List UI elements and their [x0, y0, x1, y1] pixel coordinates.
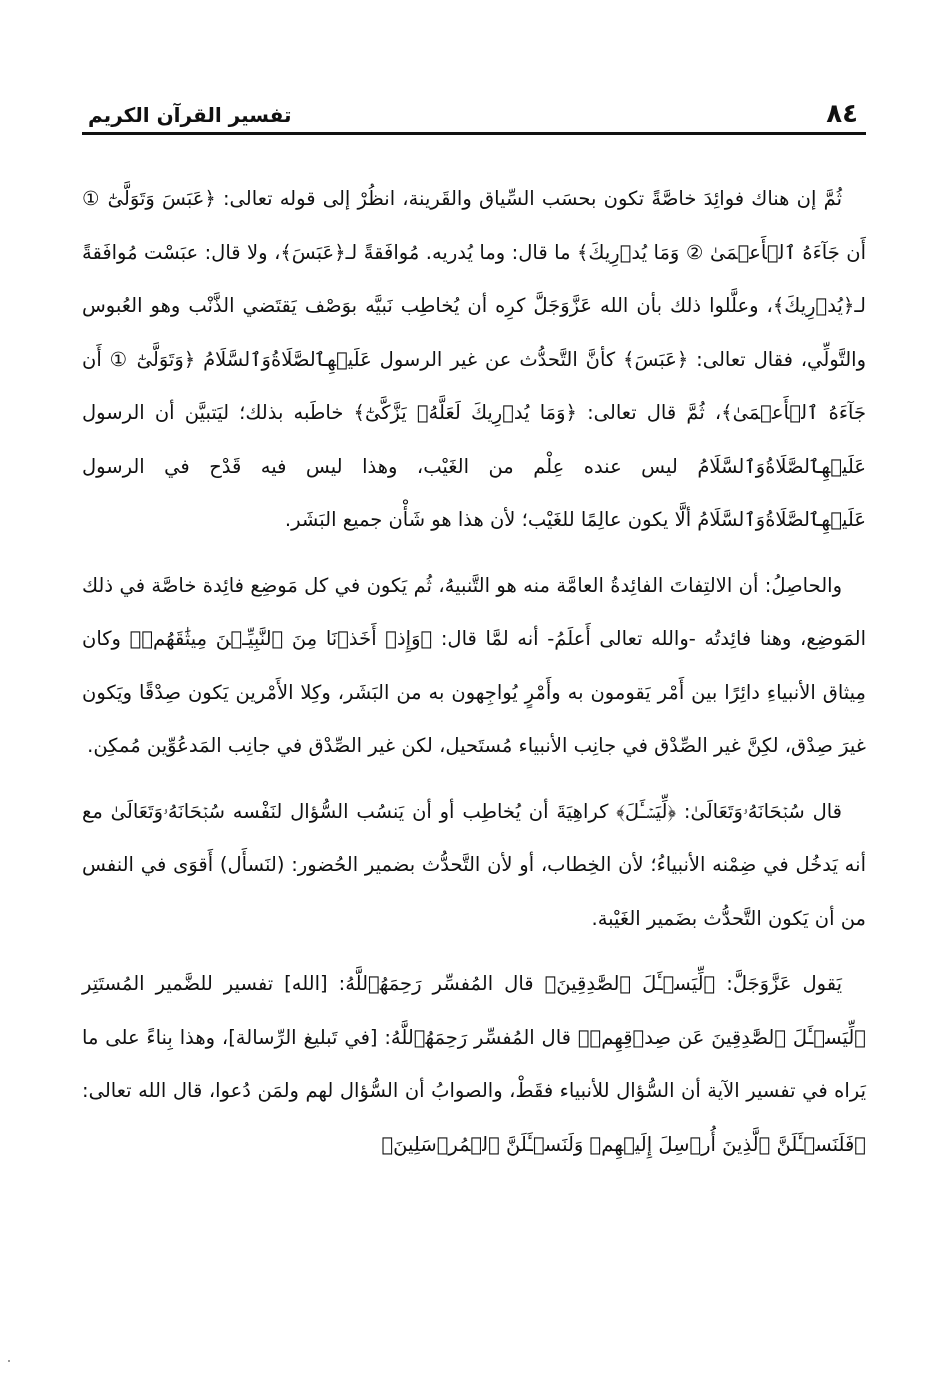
paragraph-1: ثُمَّ إن هناك فوائِدَ خاصَّةً تكون بحسَب السِّياق والقَرينة، انظُرْ إلى قوله تعالى: ﴿عَبَسَ وَتَوَلَّىٰٓ ① أَن جَآءَهُ ٱلۡأَعۡمَىٰ ② وَمَا يُدۡرِيكَ﴾ ما قال: وما يُدريه. مُوافَقةً لـ﴿عَبَسَ﴾، ولا قال: عبَسْت مُوافَقةً لـ﴿يُدۡرِيكَ﴾، وعلَّلوا ذلك بأن الله عَزَّوَجَلَّ كرِه أن يُخاطِب نَبيَّه بوَصْف يَقتَضي الذَّنْب وهو العُبوس والتَّولِّي، فقال تعالى: ﴿عَبَسَ﴾ كأنَّ التَّحدُّث عن غير الرسول عَلَيۡهِٱلصَّلَاةُوَٱلسَّلَامُ ﴿وَتَوَلَّىٰٓ ① أَن جَآءَهُ ٱلۡأَعۡمَىٰ﴾، ثُمَّ قال تعالى: ﴿وَمَا يُدۡرِيكَ لَعَلَّهُۥ يَزَّكَّىٰٓ﴾ خاطَبه بذلك؛ ليَتبيَّن أن الرسول عَلَيۡهِٱلصَّلَاةُوَٱلسَّلَامُ ليس عنده عِلْم من الغَيْب، وهذا ليس فيه قَدْح في الرسول عَلَيۡهِٱلصَّلَاةُوَٱلسَّلَامُ ألَّا يكون عالِمًا للغَيْب؛ لأن هذا هو شَأْن جميع البَشَر.	[82, 187, 866, 531]
running-header	[88, 92, 858, 128]
paragraph-2: والحاصِلُ: أن الالتِفاتَ الفائِدةُ العامَّة منه هو التَّنبيهُ، ثُم يَكون في كل مَوضِع فائِدة خاصَّة في ذلك المَوضِع، وهنا فائِدتُه -والله تعالى أَعلَمُ- أنه لمَّا قال: ﴿وَإِذۡ أَخَذۡنَا مِنَ ٱلنَّبِيِّـۧنَ مِيثَٰقَهُمۡ﴾ وكان مِيثاق الأنبياءِ دائِرًا بين أَمْر يَقومون به وأَمْرٍ يُواجِهون به من البَشَر، وكِلا الأَمْرين يَكون صِدْقًا ويَكون غيرَ صِدْق، لكِنَّ غير الصِّدْق في جانِب الأنبياء مُستَحيل، لكن غير الصِّدْق في جانِب المَدعُوِّين مُمكِن.	[82, 573, 866, 757]
page-number: ٨٤	[826, 99, 858, 129]
paragraph-3: قال سُبۡحَانَهُۥوَتَعَالَىٰ: ﴿لِّيَسۡـَٔلَ﴾ كراهِيَةَ أن يُخاطِب أو أن يَنسُب السُّؤال لنَفْسه سُبۡحَانَهُۥوَتَعَالَىٰ مع أنه يَدخُل في ضِمْنه الأنبياءُ؛ لأن الخِطاب، أو لأن التَّحدُّث بضمير الحُضور: (لنَسأَل) أَقوَى في النفس من أن يَكون التَّحدُّث بضَمير الغَيْبة.	[82, 799, 866, 930]
scan-speck	[8, 1360, 10, 1362]
running-title: تفسير القرآن الكريم	[88, 103, 292, 127]
header-rule	[82, 132, 866, 135]
paragraph-4: يَقول عَزَّوَجَلَّ: ﴿لِّيَسۡـَٔلَ ٱلصَّٰدِقِينَ﴾ قال المُفسِّر رَحِمَهُٱللَّهُ: [الله] تفسير للضَّمير المُستَتِر ﴿لِّيَسۡـَٔلَ ٱلصَّٰدِقِينَ عَن صِدۡقِهِمۡ﴾ قال المُفسِّر رَحِمَهُٱللَّهُ: [في تَبليغ الرِّسالة]، وهذا بِناءً على ما يَراه في تفسير الآية أن السُّؤال للأنبياء فقَطْ، والصوابُ أن السُّؤال لهم ولمَن دُعوا، قال الله تعالى: ﴿فَلَنَسۡـَٔلَنَّ ٱلَّذِينَ أُرۡسِلَ إِلَيۡهِمۡ وَلَنَسۡـَٔلَنَّ ٱلۡمُرۡسَلِينَ﴾	[82, 972, 866, 1156]
body-text	[82, 172, 866, 1171]
